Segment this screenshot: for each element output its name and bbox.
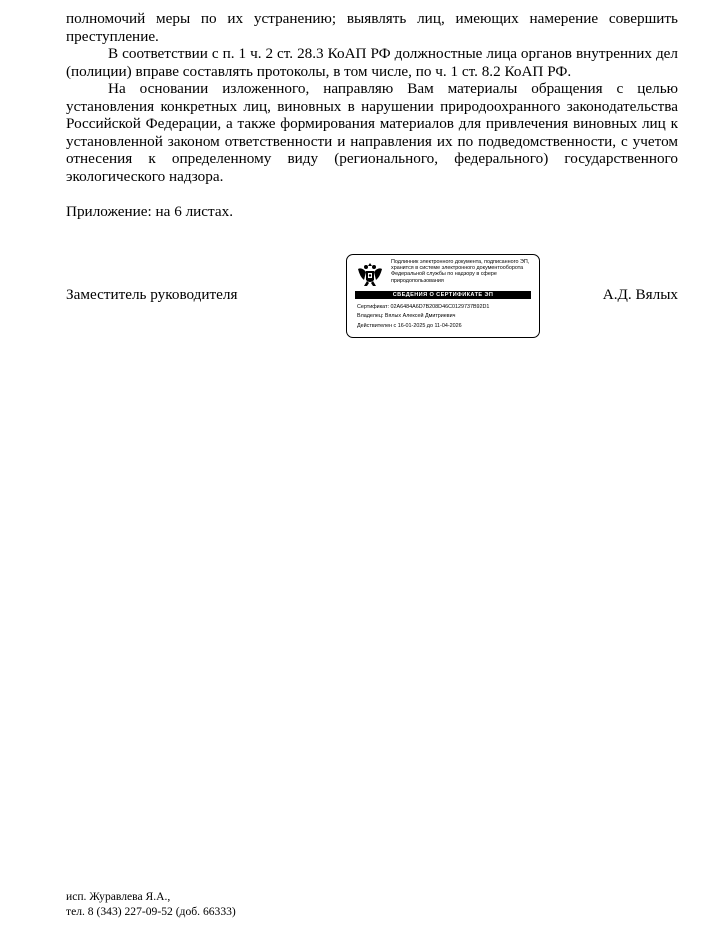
footer-contacts xyxy=(66,890,236,919)
electronic-signature-stamp xyxy=(346,254,540,338)
paragraph-1: полномочий меры по их устранению; выявлять лиц, имеющих намерение совершить преступление. xyxy=(66,10,678,45)
certificate-owner: Владелец: Вялых Алексей Дмитриевич xyxy=(357,313,456,320)
attachment-note: Приложение: на 6 листах. xyxy=(66,203,233,220)
certificate-validity: Действителен с 16-01-2025 до 11-04-2026 xyxy=(357,322,462,329)
executor-name: исп. Журавлева Я.А., xyxy=(66,890,171,903)
stamp-details xyxy=(357,303,535,331)
executor-phone: тел. 8 (343) 227-09-52 (доб. 66333) xyxy=(66,904,236,918)
certificate-number: Сертификат: 02A6484A6D7B208D46C0129737B92D1 xyxy=(357,304,490,310)
stamp-title-bar: СВЕДЕНИЯ О СЕРТИФИКАТЕ ЭП xyxy=(355,291,531,299)
signer-name: А.Д. Вялых xyxy=(602,286,678,303)
spacer xyxy=(66,185,678,203)
coat-of-arms-icon xyxy=(355,260,385,290)
signer-position: Заместитель руководителя xyxy=(66,286,238,303)
paragraph-3: На основании изложенного, направляю Вам материалы обращения с целью установления конкретных лиц, виновных в нарушении природоохранного законодательства Российской Федерации, а также формирования материалов для привлечения виновных лиц к установленной законом ответственности и направления их по подведомственности, с учетом отнесения к определенному виду (регионального, федерального) государственного экологического надзора. xyxy=(66,80,678,185)
document-body xyxy=(66,10,678,221)
stamp-header: Подлинник электронного документа, подписанного ЭП, хранится в системе электронного документооборота Федеральной службы по надзору в сфере природопользования xyxy=(391,259,530,284)
paragraph-2: В соответствии с п. 1 ч. 2 ст. 28.3 КоАП РФ должностные лица органов внутренних дел (полиции) вправе составлять протоколы, в том числе, по ч. 1 ст. 8.2 КоАП РФ. xyxy=(66,45,678,80)
